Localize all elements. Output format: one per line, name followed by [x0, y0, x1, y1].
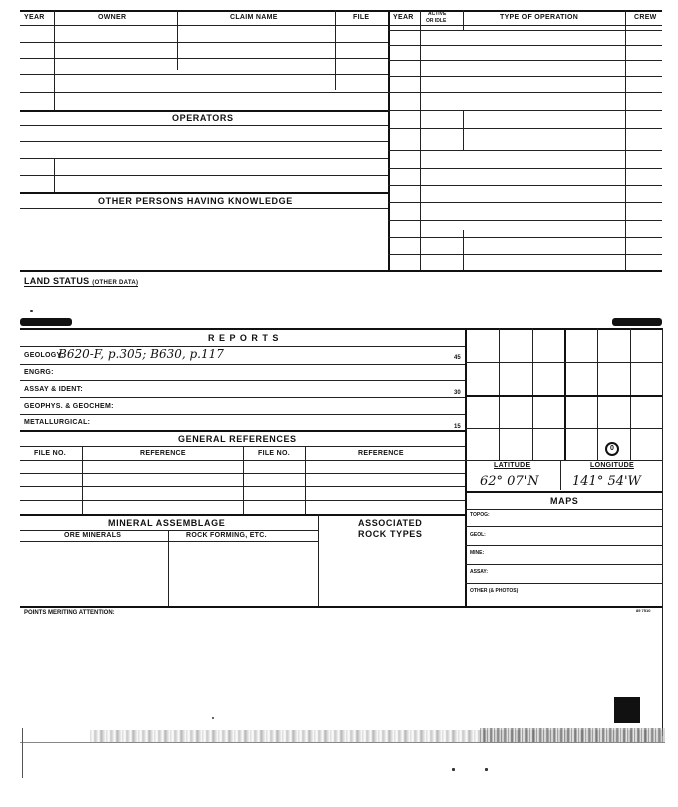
maps-topog: TOPOG:: [470, 512, 490, 518]
active-header-line1: ACTIVE: [428, 11, 447, 17]
report-code-15: 15: [454, 424, 461, 430]
reports-title: R E P O R T S: [208, 333, 280, 343]
longitude-value: 141° 54'W: [572, 474, 641, 489]
ore-minerals-header: ORE MINERALS: [64, 532, 122, 539]
report-code-45: 45: [454, 355, 461, 361]
maps-assay: ASSAY:: [470, 569, 489, 575]
gr-header-file-no-2: FILE NO.: [258, 450, 290, 457]
maps-geol: GEOL:: [470, 532, 486, 538]
report-label-engrg: ENGRG:: [24, 369, 54, 376]
mineral-assemblage-title: MINERAL ASSEMBLAGE: [108, 518, 226, 528]
grid-mark-circle: [605, 442, 619, 456]
gr-header-file-no-1: FILE NO.: [34, 450, 66, 457]
report-value-geology: B620-F, p.305; B630, p.117: [58, 347, 224, 361]
maps-mine: MINE:: [470, 550, 485, 556]
owner-header: OWNER: [98, 14, 127, 21]
land-status-note: (OTHER DATA): [92, 280, 139, 286]
file-header: FILE: [353, 14, 370, 21]
associated-rock-types-line1: ASSOCIATED: [358, 518, 423, 528]
crew-header: CREW: [634, 14, 657, 21]
latitude-label: LATITUDE: [494, 462, 531, 469]
grid-mark-value: 0: [610, 445, 614, 452]
latitude-value: 62° 07'N: [480, 474, 539, 489]
year-header-2: YEAR: [393, 14, 414, 21]
operators-heading: OPERATORS: [172, 113, 234, 123]
active-header-line2: OR IDLE: [426, 18, 447, 24]
gr-header-reference-1: REFERENCE: [140, 450, 186, 457]
associated-rock-types-line2: ROCK TYPES: [358, 529, 423, 539]
rock-forming-header: ROCK FORMING, ETC.: [186, 532, 267, 539]
land-status-label: LAND STATUS: [24, 276, 90, 286]
form-code: 89 7510: [636, 608, 651, 613]
claim-name-header: CLAIM NAME: [230, 14, 278, 21]
report-label-metallurgical: METALLURGICAL:: [24, 419, 91, 426]
other-persons-heading: OTHER PERSONS HAVING KNOWLEDGE: [98, 196, 293, 206]
gr-header-reference-2: REFERENCE: [358, 450, 404, 457]
report-label-geology: GEOLOGY:: [24, 352, 64, 359]
type-of-operation-header: TYPE OF OPERATION: [500, 14, 579, 21]
year-header: YEAR: [24, 14, 45, 21]
report-code-30: 30: [454, 390, 461, 396]
general-references-title: GENERAL REFERENCES: [178, 434, 297, 444]
maps-other-photos: OTHER (& PHOTOS): [470, 588, 519, 594]
report-label-assay: ASSAY & IDENT:: [24, 386, 84, 393]
scan-tab-right: [612, 318, 662, 326]
maps-title: MAPS: [550, 496, 579, 506]
report-label-geophys: GEOPHYS. & GEOCHEM:: [24, 403, 114, 410]
scan-tab-left: [20, 318, 72, 326]
scan-corner-block: [614, 697, 640, 723]
points-label: POINTS MERITING ATTENTION:: [24, 610, 115, 616]
longitude-label: LONGITUDE: [590, 462, 634, 469]
